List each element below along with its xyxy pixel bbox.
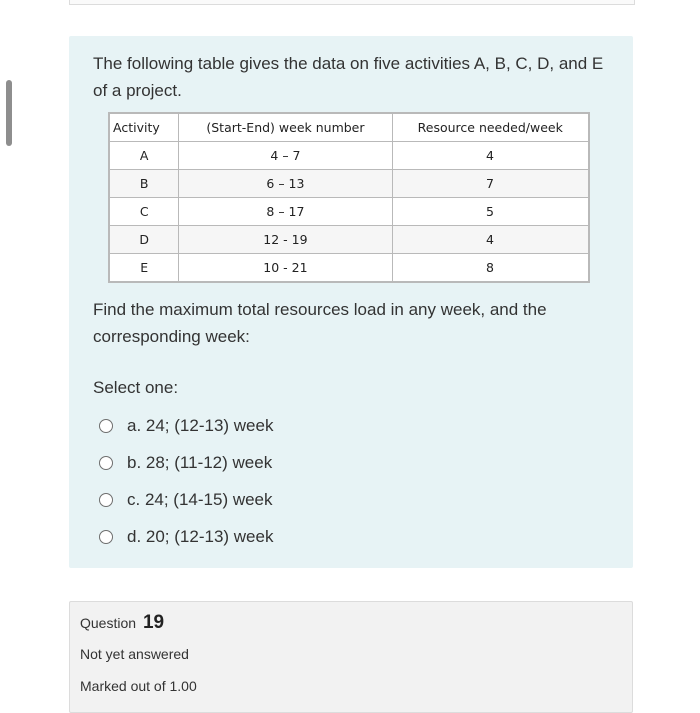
table-row [110,198,589,226]
answer-status: Not yet answered [80,646,189,662]
question-text: The following table gives the data on five activities A, B, C, D, and E of a project. [93,54,604,100]
question-panel [69,36,633,568]
cell-resource: 4 [392,142,588,170]
table-row [110,226,589,254]
cell-resource: 8 [392,254,588,282]
option-label: c. 24; (14-15) week [127,489,273,509]
option-b[interactable] [99,444,273,481]
question-number [80,612,164,634]
cell-resource: 5 [392,198,588,226]
header-activity: Activity [110,114,179,142]
cell-weeks: 6 – 13 [179,170,392,198]
cell-activity: E [110,254,179,282]
option-a[interactable] [99,407,273,444]
select-one-label: Select one: [93,378,179,397]
radio-icon[interactable] [99,456,113,470]
option-label: b. 28; (11-12) week [127,452,273,472]
table-header-row [110,114,589,142]
cell-weeks: 4 – 7 [179,142,392,170]
previous-question-card [69,0,635,5]
cell-resource: 7 [392,170,588,198]
scrollbar-thumb[interactable] [6,80,12,146]
cell-resource: 4 [392,226,588,254]
cell-activity: A [110,142,179,170]
radio-icon[interactable] [99,530,113,544]
cell-activity: D [110,226,179,254]
question-prompt: Find the maximum total resources load in any week, and the corresponding week: [93,300,547,346]
table-row [110,142,589,170]
cell-weeks: 12 - 19 [179,226,392,254]
option-d[interactable] [99,518,273,555]
cell-activity: B [110,170,179,198]
question-info-box [69,601,633,713]
table-row [110,254,589,282]
cell-weeks: 10 - 21 [179,254,392,282]
answer-options [99,407,273,555]
header-resource: Resource needed/week [392,114,588,142]
option-label: d. 20; (12-13) week [127,526,274,546]
radio-icon[interactable] [99,419,113,433]
cell-activity: C [110,198,179,226]
header-weeks: (Start-End) week number [179,114,392,142]
question-number-value: 19 [142,612,165,633]
option-c[interactable] [99,481,273,518]
cell-weeks: 8 – 17 [179,198,392,226]
option-label: a. 24; (12-13) week [127,415,274,435]
activities-table [109,113,589,282]
table-row [110,170,589,198]
question-label: Question [80,615,137,631]
marks-info: Marked out of 1.00 [80,678,197,694]
radio-icon[interactable] [99,493,113,507]
